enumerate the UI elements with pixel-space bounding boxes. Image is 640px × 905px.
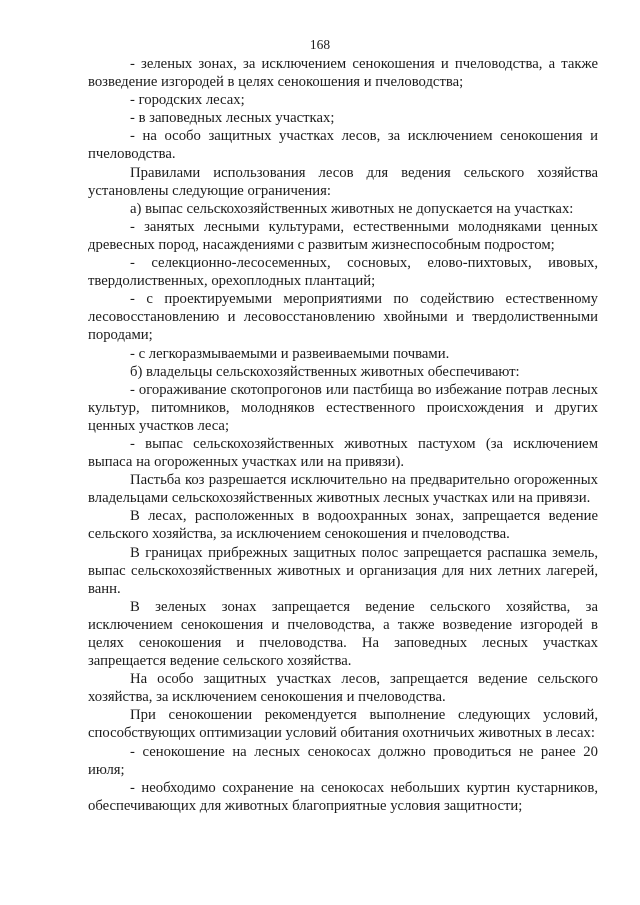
paragraph: Пастьба коз разрешается исключительно на предварительно огороженных владельцами сельскохозяйственных животных лесных участках или на привязи. xyxy=(88,472,598,507)
paragraph: В границах прибрежных защитных полос запрещается распашка земель, выпас сельскохозяйственных животных и организация для них летних лагерей, ванн. xyxy=(88,544,598,597)
paragraph: - в заповедных лесных участках; xyxy=(130,110,335,127)
paragraph: - выпас сельскохозяйственных животных пастухом (за исключением выпаса на огороженных участках или на привязи). xyxy=(88,435,598,471)
paragraph: В зеленых зонах запрещается ведение сельского хозяйства, за исключением сенокошения и пчеловодства, а также возведение изгородей в целях сенокошения и пчеловодства. На заповедных лесных участках запрещается ведение сельского хозяйства. xyxy=(88,598,598,670)
paragraph: При сенокошении рекомендуется выполнение следующих условий, способствующих оптимизации условий обитания охотничьих животных в лесах: xyxy=(88,707,598,742)
paragraph: а) выпас сельскохозяйственных животных не допускается на участках: xyxy=(130,200,574,217)
paragraph: - с проектируемыми мероприятиями по содействию естественному лесовосстановлению и лесовосстановлению хвойными и твердолиственными породами; xyxy=(88,291,598,344)
paragraph: - городских лесах; xyxy=(130,92,245,109)
paragraph: Правилами использования лесов для ведения сельского хозяйства установлены следующие ограничения: xyxy=(88,164,598,199)
document-body xyxy=(88,55,598,815)
paragraph: - огораживание скотопрогонов или пастбища во избежание потрав лесных культур, питомников, молодняков естественного происхождения и других ценных участков леса; xyxy=(88,381,598,434)
page-number: 168 xyxy=(309,37,331,52)
paragraph: - на особо защитных участках лесов, за исключением сенокошения и пчеловодства. xyxy=(88,128,598,163)
paragraph: - зеленых зонах, за исключением сенокошения и пчеловодства, а также возведение изгородей в целях сенокошения и пчеловодства; xyxy=(88,56,598,91)
paragraph: В лесах, расположенных в водоохранных зонах, запрещается ведение сельского хозяйства, за исключением сенокошения и пчеловодства. xyxy=(88,508,598,543)
paragraph: - селекционно-лесосеменных, сосновых, елово-пихтовых, ивовых, твердолиственных, орехоплодных плантаций; xyxy=(88,255,598,290)
paragraph: - сенокошение на лесных сенокосах должно проводиться не ранее 20 июля; xyxy=(88,743,598,778)
paragraph: б) владельцы сельскохозяйственных животных обеспечивают: xyxy=(130,363,520,380)
paragraph: На особо защитных участках лесов, запрещается ведение сельского хозяйства, за исключением сенокошения и пчеловодства. xyxy=(88,671,598,706)
paragraph: - необходимо сохранение на сенокосах небольших куртин кустарников, обеспечивающих для животных благоприятные условия защитности; xyxy=(88,779,598,814)
paragraph: - с легкоразмываемыми и развеиваемыми почвами. xyxy=(130,345,450,362)
paragraph: - занятых лесными культурами, естественными молодняками ценных древесных пород, насаждениями с развитым жизнеспособным подростом; xyxy=(88,218,598,253)
